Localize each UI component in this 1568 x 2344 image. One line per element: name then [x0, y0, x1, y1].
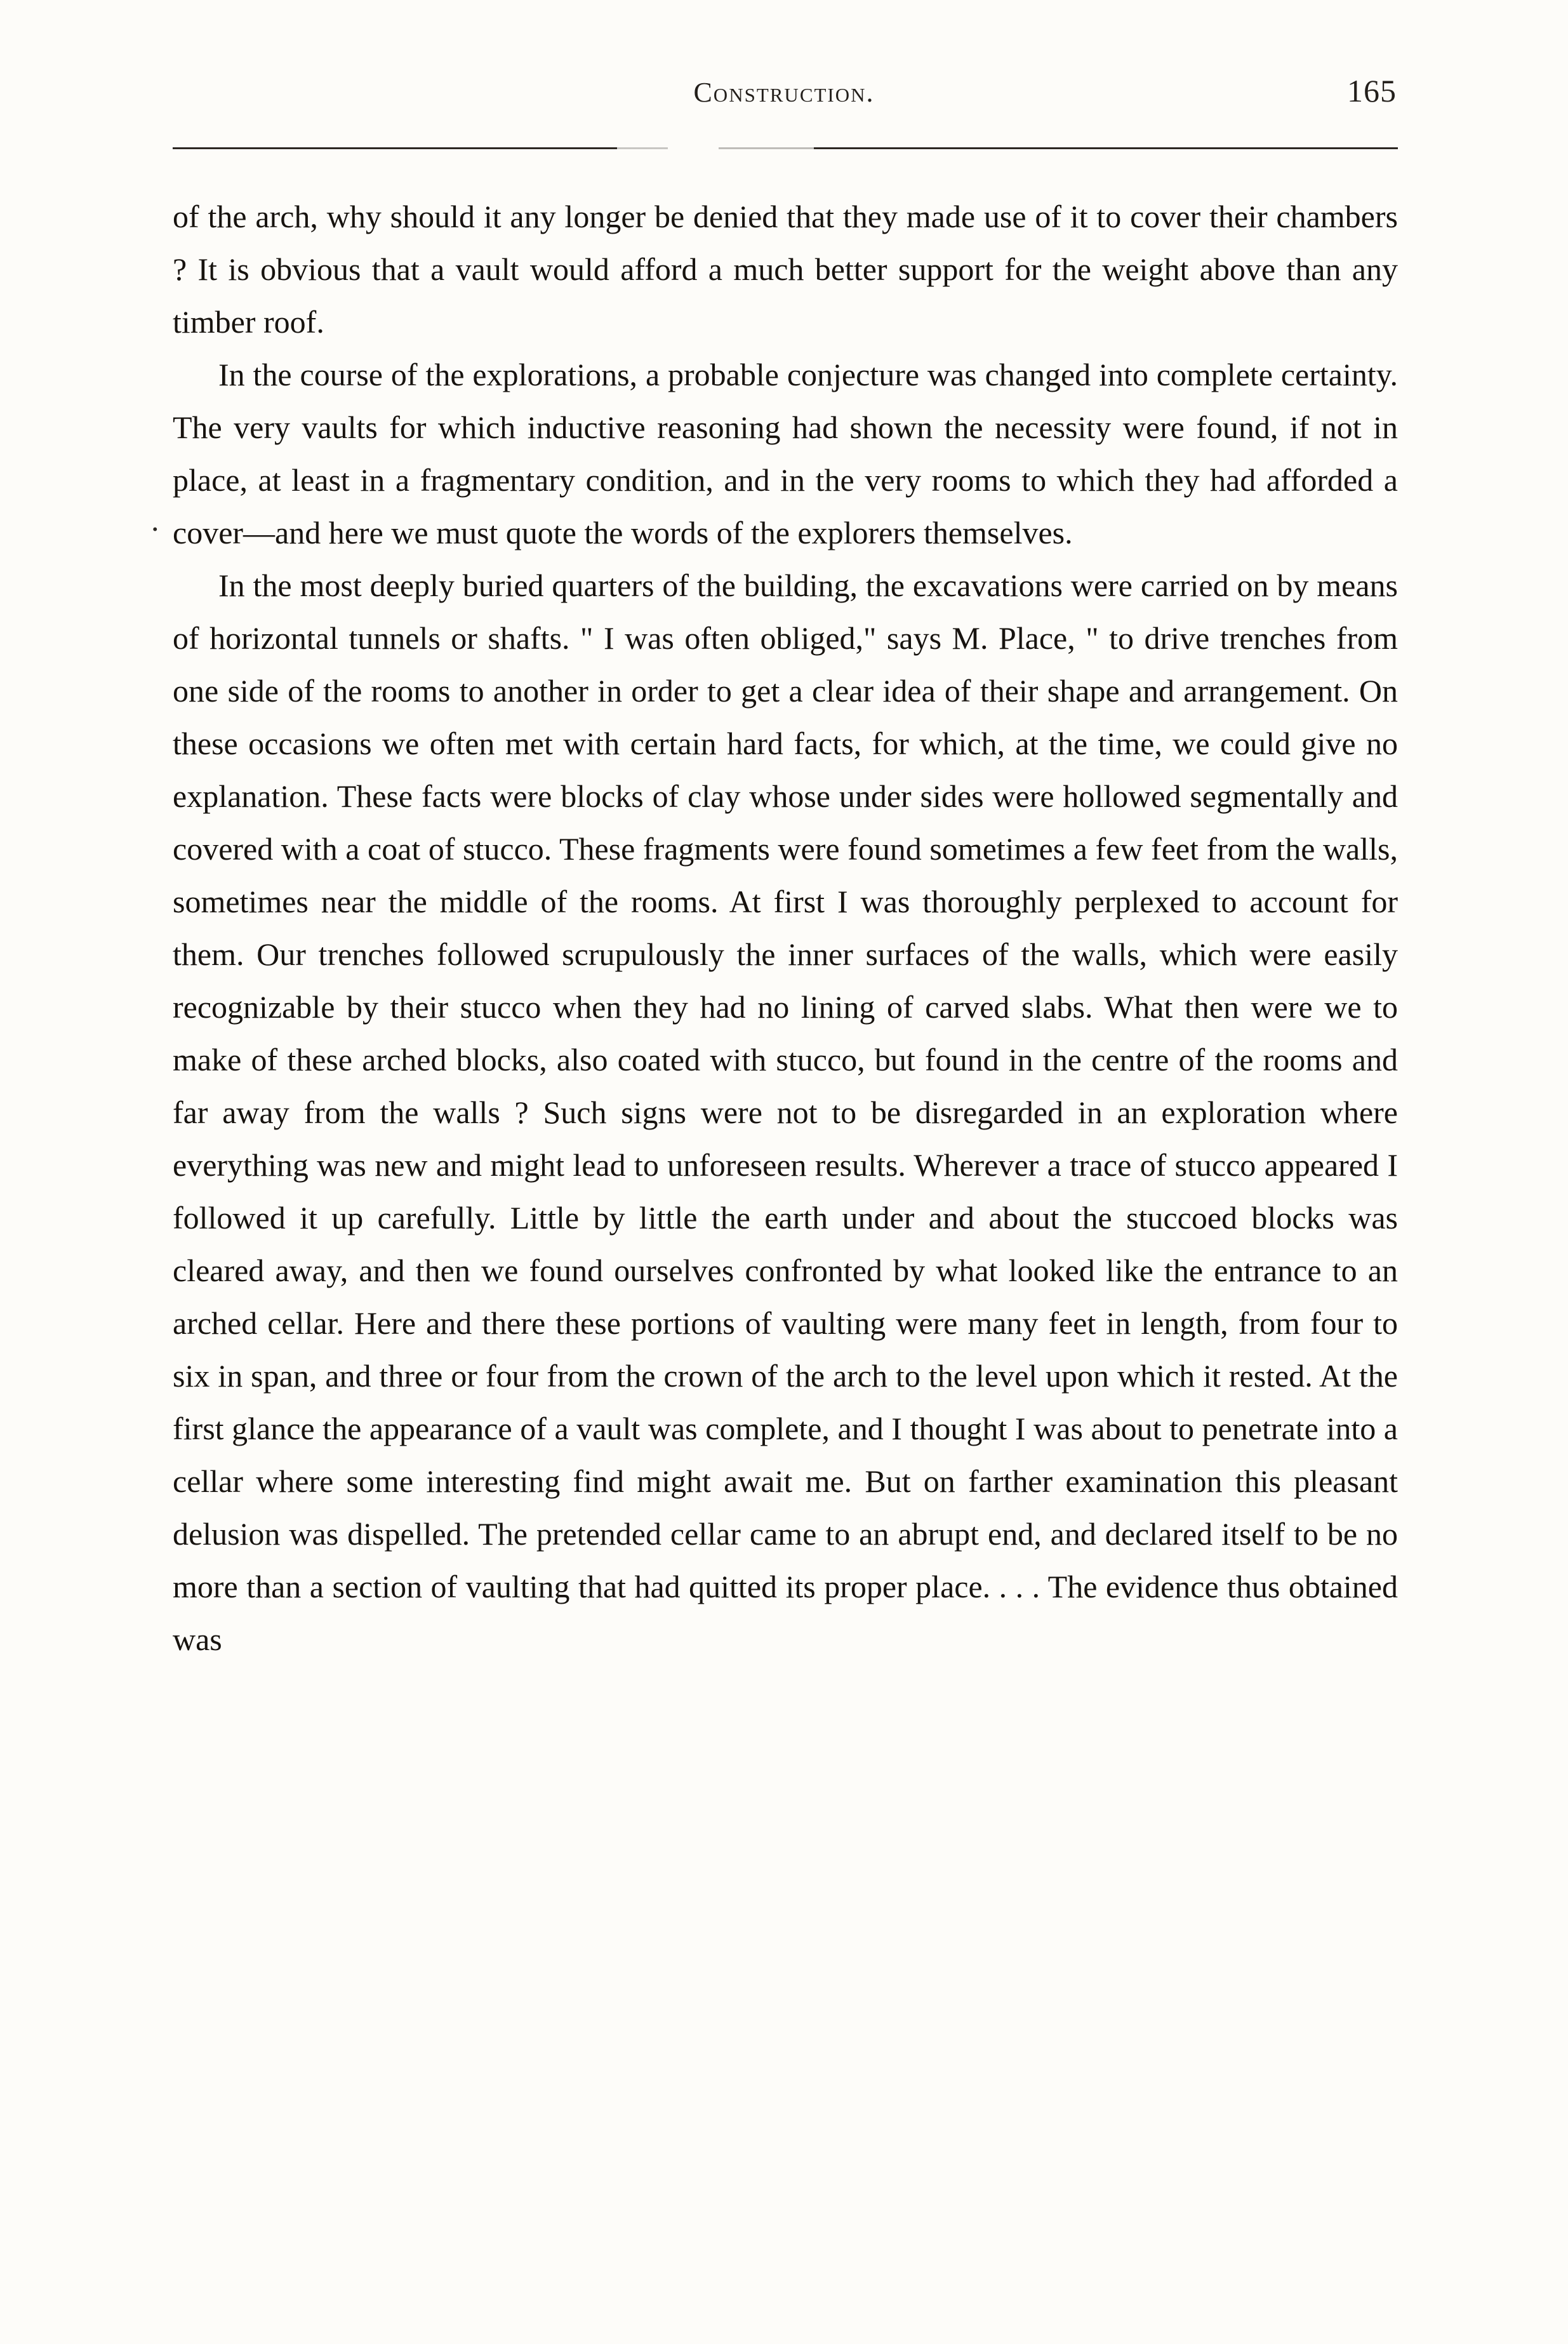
page-header: [171, 73, 1397, 133]
running-head: Construction.: [693, 77, 875, 108]
header-divider-rule: [173, 147, 1398, 149]
paragraph: In the course of the explorations, a probable conjecture was changed into complete certainty. The very vaults for which inductive reasoning had shown the necessity were found, if not in place, at least in a fragmentary condition, and in the very rooms to which they had afforded a cover—and here we must quote the words of the explorers themselves.: [173, 357, 1398, 550]
page-number: 165: [1347, 73, 1397, 109]
paragraph: In the most deeply buried quarters of the building, the excavations were carried on by means of horizontal tunnels or shafts. " I was often obliged," says M. Place, " to drive trenches from one side of the rooms to another in order to get a clear idea of their shape and arrangement. On these occasions we often met with certain hard facts, for which, at the time, we could give no explanation. These facts were blocks of clay whose under sides were hollowed segmentally and covered with a coat of stucco. These fragments were found sometimes a few feet from the walls, sometimes near the middle of the rooms. At first I was thoroughly perplexed to account for them. Our trenches followed scrupulously the inner surfaces of the walls, which were easily recognizable by their stucco when they had no lining of carved slabs. What then were we to make of these arched blocks, also coated with stucco, but found in the centre of the rooms and far away from the walls ? Such signs were not to be disregarded in an exploration where everything was new and might lead to unforeseen results. Wherever a trace of stucco appeared I followed it up carefully. Little by little the earth under and about the stuccoed blocks was cleared away, and then we found ourselves confronted by what looked like the entrance to an arched cellar. Here and there these portions of vaulting were many feet in length, from four to six in span, and three or four from the crown of the arch to the level upon which it rested. At the first glance the appearance of a vault was complete, and I thought I was about to penetrate into a cellar where some interesting find might await me. But on farther examination this pleasant delusion was dispelled. The pretended cellar came to an abrupt end, and declared itself to be no more than a section of vaulting that had quitted its proper place. . . . The evidence thus obtained was: [173, 568, 1398, 1657]
body-text: [173, 190, 1398, 1666]
margin-mark: .: [151, 502, 159, 538]
paragraph: of the arch, why should it any longer be denied that they made use of it to cover their chambers ? It is obvious that a vault would afford a much better support for the weight above than any timber roof.: [173, 199, 1398, 340]
